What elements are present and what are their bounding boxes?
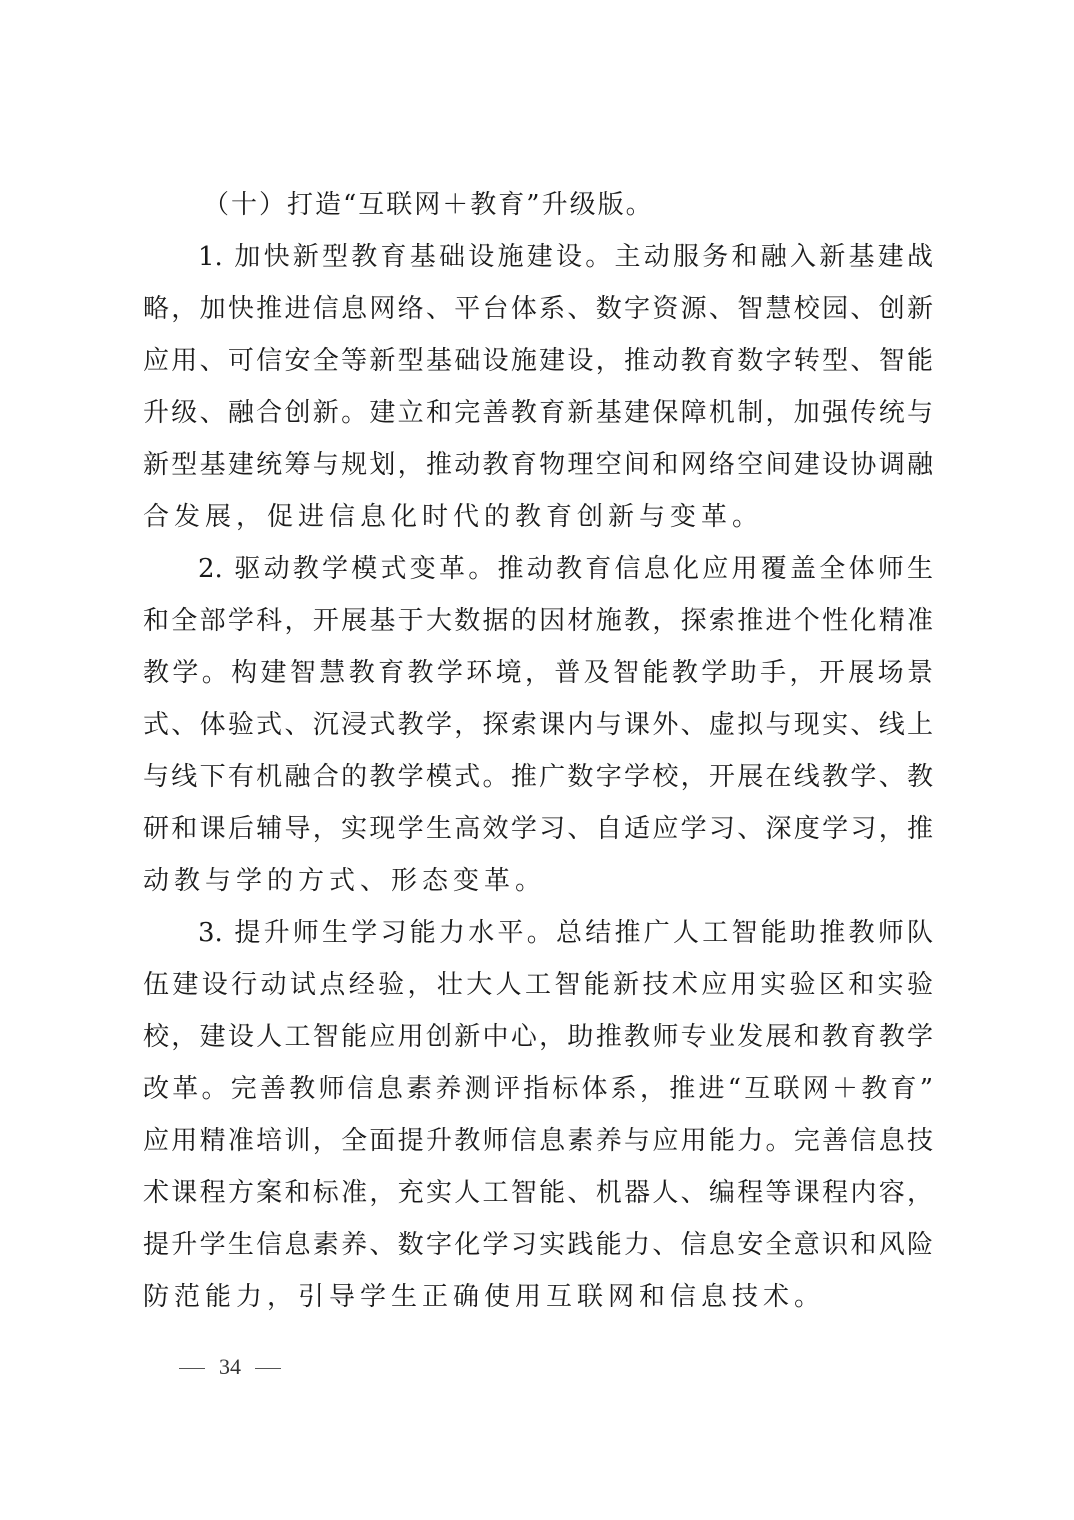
- paragraph-line: 式、体验式、沉浸式教学，探索课内与课外、虚拟与现实、线上: [143, 710, 933, 740]
- paragraph-line: 防范能力，引导学生正确使用互联网和信息技术。: [143, 1282, 826, 1312]
- paragraph-line: 提升学生信息素养、数字化学习实践能力、信息安全意识和风险: [143, 1230, 933, 1260]
- paragraph-line: 研和课后辅导，实现学生高效学习、自适应学习、深度学习，推: [143, 814, 933, 844]
- paragraph-line: 升级、融合创新。建立和完善教育新基建保障机制，加强传统与: [143, 398, 933, 428]
- paragraph-line: 和全部学科，开展基于大数据的因材施教，探索推进个性化精准: [143, 606, 933, 636]
- paragraph-line: 动教与学的方式、形态变革。: [143, 866, 547, 896]
- paragraph-line: 应用、可信安全等新型基础设施建设，推动教育数字转型、智能: [143, 346, 933, 376]
- paragraph-line: 1. 加快新型教育基础设施建设。主动服务和融入新基建战: [198, 242, 933, 272]
- paragraph-line: 术课程方案和标准，充实人工智能、机器人、编程等课程内容，: [143, 1178, 933, 1208]
- paragraph-line: 2. 驱动教学模式变革。推动教育信息化应用覆盖全体师生: [198, 554, 933, 584]
- page-number-dash-right: [255, 1368, 281, 1369]
- paragraph-line: 应用精准培训，全面提升教师信息素养与应用能力。完善信息技: [143, 1126, 933, 1156]
- paragraph-line: 与线下有机融合的教学模式。推广数字学校，开展在线教学、教: [143, 762, 933, 792]
- paragraph-line: 略，加快推进信息网络、平台体系、数字资源、智慧校园、创新: [143, 294, 933, 324]
- paragraph-line: 教学。构建智慧教育教学环境，普及智能教学助手，开展场景: [143, 658, 933, 688]
- page-number-dash-left: [179, 1368, 205, 1369]
- section-heading: （十）打造“互联网＋教育”升级版。: [203, 190, 654, 220]
- paragraph-line: 伍建设行动试点经验，壮大人工智能新技术应用实验区和实验: [143, 970, 933, 1000]
- paragraph-line: 改革。完善教师信息素养测评指标体系，推进“互联网＋教育”: [143, 1074, 933, 1104]
- paragraph-line: 3. 提升师生学习能力水平。总结推广人工智能助推教师队: [198, 918, 933, 948]
- page-number-value: 34: [219, 1354, 241, 1379]
- page-number: [165, 1352, 295, 1382]
- paragraph-line: 新型基建统筹与规划，推动教育物理空间和网络空间建设协调融: [143, 450, 933, 480]
- paragraph-line: 合发展，促进信息化时代的教育创新与变革。: [143, 502, 764, 532]
- paragraph-line: 校，建设人工智能应用创新中心，助推教师专业发展和教育教学: [143, 1022, 933, 1052]
